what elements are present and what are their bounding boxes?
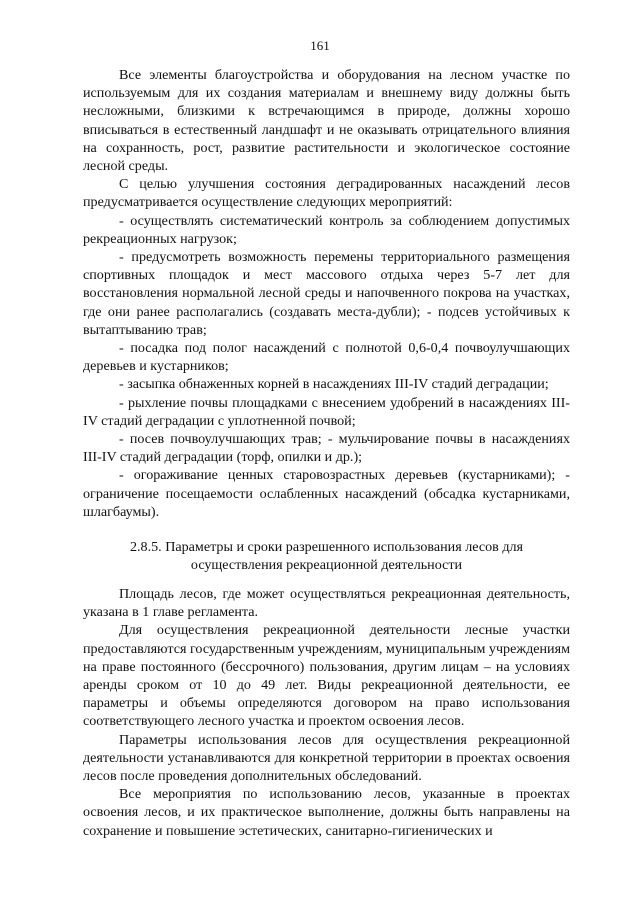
- section-heading-line: 2.8.5. Параметры и сроки разрешенного использования лесов для: [129, 539, 524, 555]
- section-heading-line: осуществления рекреационной деятельности: [190, 557, 463, 574]
- paragraph: Все элементы благоустройства и оборудования на лесном участке по используемым для их создания материалам и внешнему виду должны быть несложными, близкими к встречающимся в природе, должны хорошо вписываться в естественный ландшафт и не оказывать отрицательного влияния на сохранность, рост, развитие растительности и экологическое состояние лесной среды.: [83, 67, 570, 175]
- paragraph: Для осуществления рекреационной деятельности лесные участки предоставляются государственным учреждениям, муниципальным учреждениям на праве постоянного (бессрочного) пользования, другим лицам – на условиях аренды сроком от 10 до 49 лет. Виды рекреационной деятельности, ее параметры и объемы определяются договором на право использования соответствующего лесного участка и проектом освоения лесов.: [83, 622, 570, 730]
- list-item: - посадка под полог насаждений с полнотой 0,6-0,4 почвоулучшающих деревьев и кустарников;: [83, 340, 570, 375]
- list-item: - огораживание ценных старовозрастных деревьев (кустарниками); - ограничение посещаемости ослабленных насаждений (обсадка кустарниками, шлагбаумы).: [83, 467, 570, 520]
- list-item: - засыпка обнаженных корней в насаждениях III-IV стадий деградации;: [119, 376, 549, 393]
- paragraph: Площадь лесов, где может осуществляться рекреационная деятельность, указана в 1 главе регламента.: [83, 586, 570, 621]
- paragraph: С целью улучшения состояния деградированных насаждений лесов предусматривается осуществление следующих мероприятий:: [83, 176, 570, 211]
- page-number: 161: [310, 38, 330, 53]
- paragraph: Параметры использования лесов для осуществления рекреационной деятельности устанавливаются для конкретной территории в проектах освоения лесов после проведения дополнительных обследований.: [83, 731, 570, 785]
- list-item: - предусмотреть возможность перемены территориального размещения спортивных площадок и мест массового отдыха через 5-7 лет для восстановления нормальной лесной среды и напочвенного покрова на участках, где они ранее располагались (создавать места-дубли); - подсев устойчивых к вытаптыванию трав;: [83, 249, 570, 338]
- body-text-bottom: [83, 585, 570, 840]
- section-heading: [83, 538, 570, 574]
- list-item: - рыхление почвы площадками с внесением удобрений в насаждениях III-IV стадий деградации с уплотненной почвой;: [83, 394, 570, 429]
- list-item: - осуществлять систематический контроль за соблюдением допустимых рекреационных нагрузок;: [83, 212, 570, 247]
- paragraph: Все мероприятия по использованию лесов, указанные в проектах освоения лесов, и их практическое выполнение, должны быть направлены на сохранение и повышение эстетических, санитарно-гигиенических и: [83, 786, 570, 839]
- list-item: - посев почвоулучшающих трав; - мульчирование почвы в насаждениях III-IV стадий деградации (торф, опилки и др.);: [83, 431, 570, 466]
- body-text-top: [83, 66, 570, 521]
